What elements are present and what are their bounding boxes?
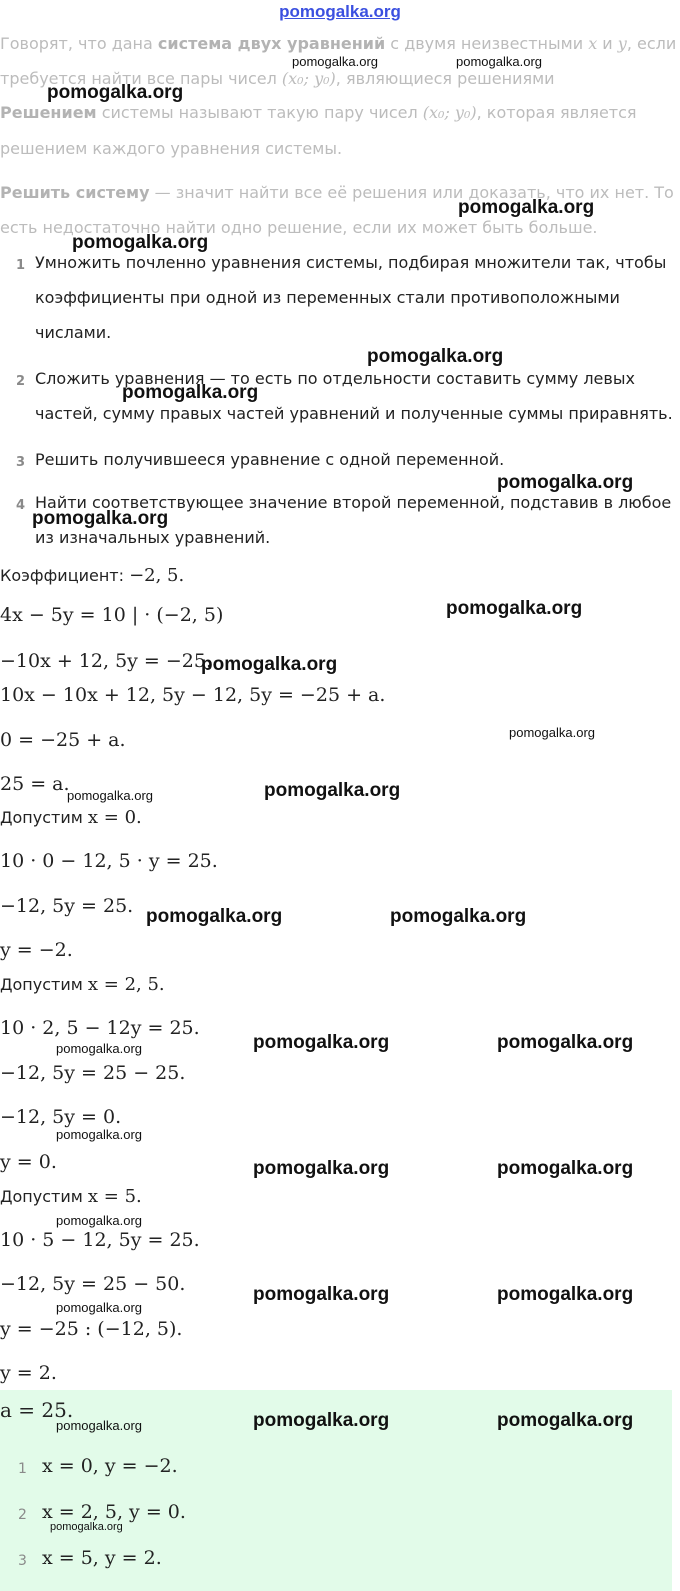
intro-math: (x₀; y₀) <box>281 69 336 88</box>
step-number: 2 <box>16 374 26 389</box>
equation: −10x + 12, 5y = −25. <box>0 650 213 672</box>
watermark: pomogalka.org <box>497 1410 634 1431</box>
assume-value: x = 0. <box>87 807 142 828</box>
step-text: Решить получившееся уравнение с одной переменной. <box>35 450 505 469</box>
answer-item: x = 2, 5, y = 0. <box>42 1501 186 1523</box>
watermark: pomogalka.org <box>497 1284 634 1305</box>
watermark: pomogalka.org <box>253 1158 390 1179</box>
intro-math: x <box>588 34 598 53</box>
assume-value: x = 2, 5. <box>87 974 165 995</box>
watermark: pomogalka.org <box>47 82 184 103</box>
intro-text: — значит найти все её решения или доказать, что их нет. То <box>149 183 674 202</box>
watermark: pomogalka.org <box>146 906 283 927</box>
watermark: pomogalka.org <box>56 1213 142 1228</box>
watermark: pomogalka.org <box>56 1418 142 1433</box>
watermark: pomogalka.org <box>32 508 169 529</box>
watermark: pomogalka.org <box>292 54 378 69</box>
equation: 10 · 2, 5 − 12y = 25. <box>0 1017 200 1039</box>
equation: 0 = −25 + a. <box>0 729 126 751</box>
intro-line-4: решением каждого уравнения системы. <box>0 139 343 158</box>
watermark: pomogalka.org <box>367 346 504 367</box>
watermark: pomogalka.org <box>497 1158 634 1179</box>
equation: −12, 5y = 0. <box>0 1106 122 1128</box>
answer-item: x = 0, y = −2. <box>42 1455 178 1477</box>
equation: 10 · 5 − 12, 5y = 25. <box>0 1229 200 1251</box>
intro-line-6: есть недостаточно найти одно решение, если их может быть больше. <box>0 218 598 237</box>
step-text: Сложить уравнения — то есть по отдельности составить сумму левых <box>35 369 635 388</box>
intro-text: Говорят, что дана <box>0 34 158 53</box>
intro-bold-term: система двух уравнений <box>157 34 386 53</box>
answer-a-value: a = 25. <box>0 1398 74 1422</box>
equation: 4x − 5y = 10 | · (−2, 5) <box>0 604 224 626</box>
step-text: числами. <box>35 323 112 342</box>
watermark: pomogalka.org <box>458 197 595 218</box>
watermark: pomogalka.org <box>253 1032 390 1053</box>
intro-text: , которая является <box>476 103 637 122</box>
answer-number: 2 <box>18 1507 27 1523</box>
watermark: pomogalka.org <box>446 598 583 619</box>
watermark: pomogalka.org <box>56 1041 142 1056</box>
answer-number: 3 <box>18 1553 27 1569</box>
watermark: pomogalka.org <box>56 1127 142 1142</box>
watermark: pomogalka.org <box>456 54 542 69</box>
intro-line-3 <box>0 102 637 124</box>
intro-bold-term: Решить систему <box>0 183 150 202</box>
step-text: коэффициенты при одной из переменных стали противоположными <box>35 288 620 307</box>
equation: −12, 5y = 25 − 50. <box>0 1273 186 1295</box>
intro-text: , если <box>626 34 677 53</box>
intro-line-1 <box>0 33 676 55</box>
equation: y = 2. <box>0 1362 57 1384</box>
equation: −12, 5y = 25. <box>0 895 134 917</box>
assume-line <box>0 1186 142 1207</box>
answer-number: 1 <box>18 1461 27 1477</box>
intro-text: и <box>597 34 618 53</box>
equation: 25 = a. <box>0 773 70 795</box>
step-text: Найти соответствующее значение второй переменной, подставив в любое <box>35 493 672 512</box>
watermark: pomogalka.org <box>253 1284 390 1305</box>
step-number: 1 <box>16 258 26 273</box>
intro-bold-term: Решением <box>0 103 97 122</box>
equation: y = −2. <box>0 939 73 961</box>
step-text: из изначальных уравнений. <box>35 528 271 547</box>
intro-math: y <box>617 34 627 53</box>
equation: −12, 5y = 25 − 25. <box>0 1062 186 1084</box>
answer-item: x = 5, y = 2. <box>42 1547 162 1569</box>
watermark: pomogalka.org <box>253 1410 390 1431</box>
watermark: pomogalka.org <box>50 1521 123 1533</box>
intro-math: (x₀; y₀) <box>422 103 477 122</box>
watermark: pomogalka.org <box>497 472 634 493</box>
watermark: pomogalka.org <box>509 725 595 740</box>
watermark: pomogalka.org <box>72 232 209 253</box>
coefficient-line <box>0 565 184 586</box>
equation: 10 · 0 − 12, 5 · y = 25. <box>0 850 218 872</box>
intro-text: системы называют такую пару чисел <box>96 103 423 122</box>
step-text: частей, сумму правых частей уравнений и полученные суммы приравнять. <box>35 404 673 423</box>
watermark: pomogalka.org <box>67 788 153 803</box>
step-number: 4 <box>16 498 26 513</box>
coefficient-label: Коэффициент: <box>0 566 130 585</box>
watermark: pomogalka.org <box>264 780 401 801</box>
watermark: pomogalka.org <box>390 906 527 927</box>
coefficient-value: −2, 5. <box>129 565 185 586</box>
watermark: pomogalka.org <box>497 1032 634 1053</box>
assume-line <box>0 807 142 828</box>
assume-line <box>0 974 165 995</box>
watermark: pomogalka.org <box>122 382 259 403</box>
assume-label: Допустим <box>0 1187 88 1206</box>
intro-text: , являющиеся решениями <box>335 69 555 88</box>
equation: y = −25 : (−12, 5). <box>0 1318 183 1340</box>
equation: 10x − 10x + 12, 5y − 12, 5y = −25 + a. <box>0 684 386 706</box>
intro-text: с двумя неизвестными <box>385 34 589 53</box>
assume-label: Допустим <box>0 975 88 994</box>
equation: y = 0. <box>0 1151 57 1173</box>
site-header-link[interactable]: pomogalka.org <box>279 2 401 21</box>
assume-value: x = 5. <box>87 1186 142 1207</box>
watermark: pomogalka.org <box>201 654 338 675</box>
assume-label: Допустим <box>0 808 88 827</box>
intro-text: требуется найти все пары чисел <box>0 69 282 88</box>
step-number: 3 <box>16 455 26 470</box>
watermark: pomogalka.org <box>56 1300 142 1315</box>
step-text: Умножить почленно уравнения системы, подбирая множители так, чтобы <box>35 253 667 272</box>
